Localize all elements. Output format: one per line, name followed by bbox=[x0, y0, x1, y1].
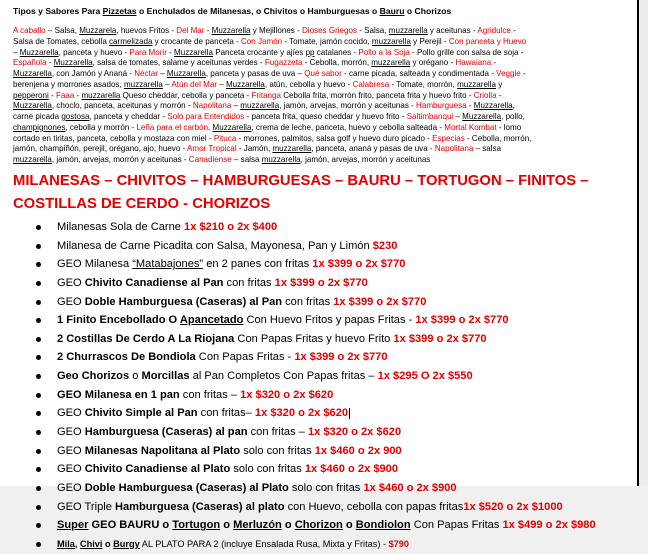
text-run: muzzarella bbox=[240, 101, 280, 111]
bullet-icon bbox=[36, 374, 41, 379]
ingredients-line bbox=[13, 37, 628, 48]
text-run: , panceta y huevo - bbox=[58, 47, 130, 57]
text-run: Con Papas Fritas y huevo Frito bbox=[234, 332, 394, 345]
flavor-name: Solo para Entendidos bbox=[167, 112, 245, 121]
flavor-name: Del Mar bbox=[176, 26, 205, 35]
text-run: - Cebolla, morrón, bbox=[302, 58, 372, 68]
text-run: – bbox=[13, 47, 20, 57]
text-run: carne picada bbox=[13, 112, 62, 121]
flavor-name: Amor Tropical bbox=[187, 144, 237, 154]
text-run: GEO bbox=[57, 444, 85, 457]
text-run: Cebolla frita, morrón frito, panceta frita y huevo frito - bbox=[280, 90, 474, 100]
text-run: 1 Finito Encebollado O bbox=[57, 314, 180, 327]
text-run: Muzzarella bbox=[473, 101, 513, 111]
bullet-icon bbox=[36, 244, 41, 249]
flavor-name: Fritanga bbox=[251, 90, 281, 100]
text-run: – salsa bbox=[473, 144, 502, 154]
flavor-name: Qué sabor bbox=[304, 69, 342, 78]
menu-item bbox=[0, 460, 637, 479]
flavor-name: Pituca bbox=[213, 133, 237, 143]
bullet-icon bbox=[36, 393, 41, 398]
text-run: con Huevo, cebolla con papas fritas bbox=[284, 500, 464, 513]
text-run: o bbox=[220, 519, 234, 532]
flavor-name: 1x $460 o 2x $900 bbox=[363, 481, 457, 494]
text-run: , bbox=[512, 101, 515, 111]
text-run: , jamón, arvejas, morrón y aceitunas - bbox=[279, 101, 417, 111]
ingredients-line bbox=[13, 155, 628, 166]
text-run: - lomo bbox=[496, 122, 522, 132]
text-run: , pollo, bbox=[501, 112, 525, 121]
text-run: muzzarella bbox=[13, 155, 52, 164]
text-run: GEO BAURU o bbox=[88, 519, 173, 532]
bullet-icon bbox=[36, 355, 41, 360]
menu-item bbox=[0, 293, 637, 312]
text-run: cortado en tiritas, panceta, cebolla y mostaza con miel - bbox=[13, 133, 214, 143]
text-run: - bbox=[48, 90, 56, 100]
text-run: , panceta y pasas de uva – bbox=[205, 69, 305, 78]
text-run: Geo Chorizos bbox=[57, 370, 130, 383]
text-run: - bbox=[496, 90, 502, 100]
bullet-icon bbox=[36, 337, 41, 342]
menu-item bbox=[0, 348, 637, 367]
text-run: Queso cheddar, cebolla y panceta - bbox=[120, 90, 252, 100]
bullet-icon bbox=[36, 318, 41, 323]
flavor-name: 1x $399 o 2x $770 bbox=[294, 351, 388, 364]
text-run: GEO bbox=[57, 276, 85, 289]
text-run: muzzarella bbox=[371, 36, 411, 46]
ingredients-line bbox=[13, 144, 628, 155]
text-run: Muzzarella bbox=[462, 112, 502, 121]
text-run: GEO bbox=[57, 407, 85, 420]
text-run: muzzarella bbox=[81, 90, 121, 100]
ingredients-line bbox=[13, 91, 628, 102]
text-run: , choclo, panceta, aceitunas y morrón - bbox=[51, 101, 193, 111]
text-run: – bbox=[453, 112, 463, 121]
text-run: – bbox=[157, 69, 167, 78]
flavor-name: Con panceta y Huevo bbox=[448, 36, 527, 46]
text-run: Muzzarella bbox=[166, 69, 206, 78]
text-run: Salsa de Tomates, cebolla bbox=[13, 36, 110, 46]
text-run: con fritas– bbox=[197, 407, 255, 420]
text-cursor bbox=[349, 408, 350, 419]
text-run: o bbox=[102, 538, 114, 549]
flavor-name: 1x $210 o 2x $400 bbox=[184, 221, 278, 233]
text-run: - Pollo grille con salsa de soja - bbox=[409, 47, 524, 57]
text-run: - bbox=[46, 58, 54, 68]
text-run: y Perejil - bbox=[410, 36, 449, 46]
text-run: “Matabajones” bbox=[132, 258, 204, 271]
flavor-name: Leña para el carbón bbox=[136, 122, 209, 132]
flavor-name: Veggie bbox=[496, 69, 521, 78]
text-run: Muzzarella bbox=[212, 122, 252, 132]
text-run: - bbox=[466, 101, 474, 111]
bullet-icon bbox=[36, 505, 41, 510]
text-run: Con Papas Fritas - bbox=[195, 351, 295, 364]
flavor-name: Agridulce bbox=[477, 26, 511, 35]
text-run: – bbox=[231, 101, 241, 111]
menu-item bbox=[0, 255, 637, 274]
text-run: , jamón, arvejas, morrón y aceitunas - bbox=[51, 155, 189, 164]
text-run: – bbox=[162, 79, 172, 89]
flavor-name: 1x $460 o 2x 900 bbox=[314, 444, 402, 457]
ingredients-line bbox=[13, 123, 628, 134]
flavor-name: $230 bbox=[372, 239, 398, 252]
text-run: muzzarella bbox=[261, 155, 301, 164]
text-run: , panceta y cheddar - bbox=[89, 112, 168, 121]
text-run: - bbox=[166, 47, 175, 57]
text-run: Hamburguesa (Caseras) al plato bbox=[114, 500, 285, 513]
text-run: Merluzón bbox=[233, 519, 282, 532]
text-run: champignones bbox=[13, 122, 66, 132]
ingredients-line bbox=[13, 26, 628, 37]
flavor-name: Néctar bbox=[134, 69, 158, 78]
text-run: Chorizon bbox=[294, 519, 343, 532]
menu-item bbox=[0, 330, 637, 349]
flavor-name: $790 bbox=[388, 538, 410, 549]
ingredients-line bbox=[13, 134, 628, 145]
ingredients-paragraph bbox=[13, 26, 628, 166]
text-run: - Jamón, bbox=[236, 144, 273, 154]
flavor-name: Con Jamón bbox=[241, 36, 283, 46]
text-run: - carne picada, salteada y condimentada - bbox=[341, 69, 497, 78]
text-run: muzzarella bbox=[388, 26, 428, 35]
text-run: solo con fritas bbox=[240, 444, 315, 457]
section-heading bbox=[13, 170, 633, 216]
text-run: - bbox=[520, 69, 526, 78]
text-run: Morcillas bbox=[141, 370, 190, 383]
text-run: Chivito Canadiense al Pan bbox=[84, 276, 224, 289]
text-run: GEO bbox=[57, 295, 85, 308]
menu-item bbox=[0, 237, 637, 256]
ingredients-line bbox=[13, 58, 628, 69]
text-run: - bbox=[204, 26, 212, 35]
flavor-name: 1x $320 o 2x $620 bbox=[254, 407, 349, 420]
flavor-name: 1x $399 o 2x $770 bbox=[393, 332, 487, 345]
title-text: o Enchulados de Milanesas, o Chivitos o Hamburguesas o bbox=[136, 6, 380, 16]
text-run: , huevos Fritos - bbox=[116, 26, 177, 35]
flavor-name: A caballo bbox=[13, 26, 46, 35]
text-run: y bbox=[496, 79, 503, 89]
text-run: - bbox=[74, 90, 82, 100]
text-run: Muzzarela bbox=[79, 26, 117, 35]
flavor-name: Pollo a la Soja bbox=[358, 47, 410, 57]
text-run: Bondiolon bbox=[355, 519, 411, 532]
text-run: en 2 panes con fritas bbox=[203, 258, 313, 271]
text-run: GEO Milanesa en 1 pan bbox=[57, 388, 180, 401]
text-run: jamón, champiñón, perejil, orégano, ajo, huevo - bbox=[13, 144, 188, 154]
text-run: al Pan Completos Con Papas fritas – bbox=[189, 370, 378, 383]
text-run: – bbox=[217, 79, 226, 89]
flavor-name: 1x $460 o 2x $900 bbox=[304, 463, 399, 476]
flavor-name: 1x $499 o 2x $980 bbox=[502, 519, 596, 532]
text-run: muzzarella bbox=[457, 79, 496, 89]
text-run: Doble Hamburguesa (Caseras) al Plato bbox=[84, 481, 289, 494]
text-run: y Mejillones - bbox=[250, 26, 302, 35]
flavor-name: 1x $320 o 2x $620 bbox=[307, 426, 402, 439]
text-run: 2 Costillas De Cerdo A La Riojana bbox=[57, 332, 235, 345]
text-run: Panceta crocante y ajíes bbox=[212, 47, 306, 57]
text-run: solo con fritas bbox=[230, 463, 305, 476]
text-run: Muzzarella bbox=[13, 101, 52, 111]
flavor-name: Hawaiana bbox=[455, 58, 492, 68]
menu-item bbox=[0, 535, 637, 554]
flavor-name: Calabresa bbox=[352, 79, 390, 89]
menu-item bbox=[0, 404, 637, 423]
menu-item bbox=[0, 498, 637, 517]
text-run: Mila bbox=[57, 538, 75, 549]
text-run: GEO bbox=[57, 426, 85, 439]
ingredients-line bbox=[13, 112, 628, 123]
text-run: berenjena y morrones asados, bbox=[13, 79, 124, 89]
text-run: – Salsa, bbox=[45, 26, 80, 35]
flavor-name: 1x $399 o 2x $770 bbox=[274, 276, 368, 289]
bullet-icon bbox=[36, 449, 41, 454]
flavor-name: Faaa bbox=[55, 90, 75, 100]
bullet-icon bbox=[36, 281, 41, 286]
text-run: muzzarella bbox=[272, 144, 312, 154]
text-run: . bbox=[208, 122, 213, 132]
menu-item bbox=[0, 367, 637, 386]
bullet-icon bbox=[36, 300, 41, 305]
menu-item bbox=[0, 423, 637, 442]
text-run: Chivi bbox=[79, 538, 103, 549]
text-run: Chivito Simple al Pan bbox=[84, 407, 198, 420]
flavor-name: 1x $399 o 2x $770 bbox=[333, 295, 427, 308]
text-run: o bbox=[281, 519, 295, 532]
text-run: , con Jamón y Ananá - bbox=[51, 69, 135, 78]
text-run: solo con fritas bbox=[288, 481, 364, 494]
flavor-name: Especias bbox=[432, 133, 465, 143]
text-run: Muzzarella bbox=[19, 47, 59, 57]
text-run: Muzzarella bbox=[225, 79, 265, 89]
ingredients-line bbox=[13, 69, 628, 80]
text-run: con fritas bbox=[223, 276, 275, 289]
title-text: Tipos y Sabores Para bbox=[13, 6, 103, 16]
text-run: muzzarella bbox=[371, 58, 411, 68]
text-run: Milanesa de Carne Picadita con Salsa, Mayonesa, Pan y Limón bbox=[57, 239, 373, 252]
text-run: o bbox=[129, 370, 142, 383]
title-bauru: Bauru bbox=[379, 6, 405, 16]
text-run: Con Huevo Fritos y papas Fritas - bbox=[243, 314, 416, 327]
text-run: – salsa bbox=[231, 155, 262, 164]
text-run: GEO Triple bbox=[57, 500, 115, 513]
bullet-icon bbox=[36, 411, 41, 416]
text-run: Muzzarella bbox=[53, 58, 93, 68]
menu-item bbox=[0, 274, 637, 293]
flavor-name: Hamburguesa bbox=[416, 101, 467, 111]
text-run: carmelizada bbox=[109, 36, 153, 46]
flavor-name: Canadiense bbox=[188, 155, 232, 164]
text-run: - bbox=[510, 26, 516, 35]
heading-line-1: MILANESAS – CHIVITOS – HAMBURGUESAS – BAURU – TORTUGON – FINITOS – bbox=[13, 173, 589, 189]
text-run: GEO bbox=[57, 463, 85, 476]
text-run: con fritas bbox=[282, 295, 334, 308]
flavor-name: Fugazzeta bbox=[264, 58, 303, 68]
text-run: catalanes - bbox=[314, 47, 359, 57]
text-run: , panceta, ananá y pasas de uva - bbox=[311, 144, 435, 154]
text-run: Muzzarella bbox=[13, 69, 52, 78]
menu-list bbox=[0, 218, 637, 554]
text-run: , cebolla y morrón - bbox=[65, 122, 137, 132]
flavor-name: Napolitana bbox=[434, 144, 474, 154]
flavor-name: 1x $295 O 2x $550 bbox=[377, 370, 473, 383]
text-run: GEO Milanesa bbox=[57, 258, 133, 271]
text-run: - bbox=[491, 58, 497, 68]
bullet-icon bbox=[36, 262, 41, 267]
flavor-name: Mortal Kombat bbox=[444, 122, 497, 132]
text-run: - panceta frita, queso cheddar y huevo frito - bbox=[244, 112, 407, 121]
flavor-name: Para Morir bbox=[129, 47, 167, 57]
bullet-icon bbox=[36, 430, 41, 435]
bullet-icon bbox=[36, 542, 41, 547]
text-run: con fritas – bbox=[179, 388, 241, 401]
text-run: y crocante de panceta - bbox=[152, 36, 241, 46]
text-run: o bbox=[342, 519, 356, 532]
menu-item bbox=[0, 516, 637, 535]
title-text: o Chorizos bbox=[404, 6, 452, 16]
ingredients-line bbox=[13, 80, 628, 91]
text-run: Con Papas Fritas bbox=[410, 519, 503, 532]
flavor-name: 1x $320 o 2x $620 bbox=[240, 388, 334, 401]
text-run: - Tomate, jamón cocido, bbox=[282, 36, 372, 46]
flavor-name: 1x $399 o 2x $770 bbox=[415, 314, 509, 327]
text-run: , crema de leche, panceta, huevo y cebolla salteada - bbox=[251, 122, 445, 132]
menu-item bbox=[0, 218, 637, 237]
text-run: - Cebolla, morrón, bbox=[464, 133, 532, 143]
bullet-icon bbox=[36, 486, 41, 491]
flavor-name: Española bbox=[13, 58, 47, 68]
text-run: Apancetado bbox=[179, 314, 244, 327]
text-run: , bbox=[74, 538, 80, 549]
text-run: Muzzarella bbox=[211, 26, 251, 35]
text-run: Muzzarella bbox=[174, 47, 213, 57]
title-pizzetas: Pizzetas bbox=[102, 6, 137, 16]
bullet-icon bbox=[36, 467, 41, 472]
flavor-name: Dioses Griegos bbox=[301, 26, 357, 35]
text-run: Hamburguesa (Caseras) al pan bbox=[84, 426, 248, 439]
flavor-name: 1x $520 o 2x $1000 bbox=[463, 500, 563, 513]
menu-item bbox=[0, 442, 637, 461]
text-run: , salsa de tomates, salame y aceitunas verdes - bbox=[92, 58, 265, 68]
flavor-name: Criolla bbox=[473, 90, 497, 100]
text-run: y orégano - bbox=[410, 58, 456, 68]
text-run: Burgy bbox=[113, 538, 140, 549]
heading-line-2: COSTILLAS DE CERDO - CHORIZOS bbox=[13, 196, 271, 212]
ingredients-line bbox=[13, 101, 628, 112]
text-run: - morrones, palmitos, salsa golf y huevo duro picado - bbox=[236, 133, 433, 143]
text-run: GEO bbox=[57, 481, 85, 494]
text-run: 2 Churrascos De Bondiola bbox=[57, 351, 196, 364]
menu-item bbox=[0, 479, 637, 498]
text-run: Milanesas Sola de Carne bbox=[57, 221, 185, 233]
flavor-name: Napolitana bbox=[192, 101, 232, 111]
menu-item bbox=[0, 386, 637, 405]
ingredients-line bbox=[13, 48, 628, 59]
text-run: , atún, cebolla y huevo - bbox=[264, 79, 353, 89]
text-run: - Tomate, morrón, bbox=[389, 79, 458, 89]
bullet-icon bbox=[36, 523, 41, 528]
text-run: pp bbox=[305, 47, 315, 57]
flavor-name: 1x $399 o 2x $770 bbox=[312, 258, 406, 271]
text-run: , jamón, arvejas, morrón y aceitunas bbox=[300, 155, 431, 164]
text-run: muzzarella bbox=[123, 79, 163, 89]
text-run: AL PLATO PARA 2 (incluye Ensalada Rusa, Mixta y Fritas) - bbox=[139, 538, 389, 549]
text-run: Chivito Canadiense al Plato bbox=[84, 463, 231, 476]
menu-item bbox=[0, 311, 637, 330]
text-run: y aceitunas - bbox=[427, 26, 478, 35]
document-title bbox=[13, 6, 633, 16]
text-run: Doble Hamburguesa (Caseras) al Pan bbox=[84, 295, 283, 308]
text-run: Tortugon bbox=[172, 519, 221, 532]
bullet-icon bbox=[36, 225, 41, 230]
text-run: gostosa bbox=[61, 112, 90, 121]
text-run: Milanesas Napolitana al Plato bbox=[84, 444, 241, 457]
text-run: - Salsa, bbox=[357, 26, 389, 35]
text-run: con fritas – bbox=[247, 426, 308, 439]
flavor-name: Atún del Mar bbox=[171, 79, 217, 89]
flavor-name: Saltimbanqui bbox=[406, 112, 454, 121]
text-run: Super bbox=[57, 519, 89, 532]
window-gutter bbox=[639, 0, 648, 486]
text-run: pepperoni bbox=[13, 90, 49, 100]
